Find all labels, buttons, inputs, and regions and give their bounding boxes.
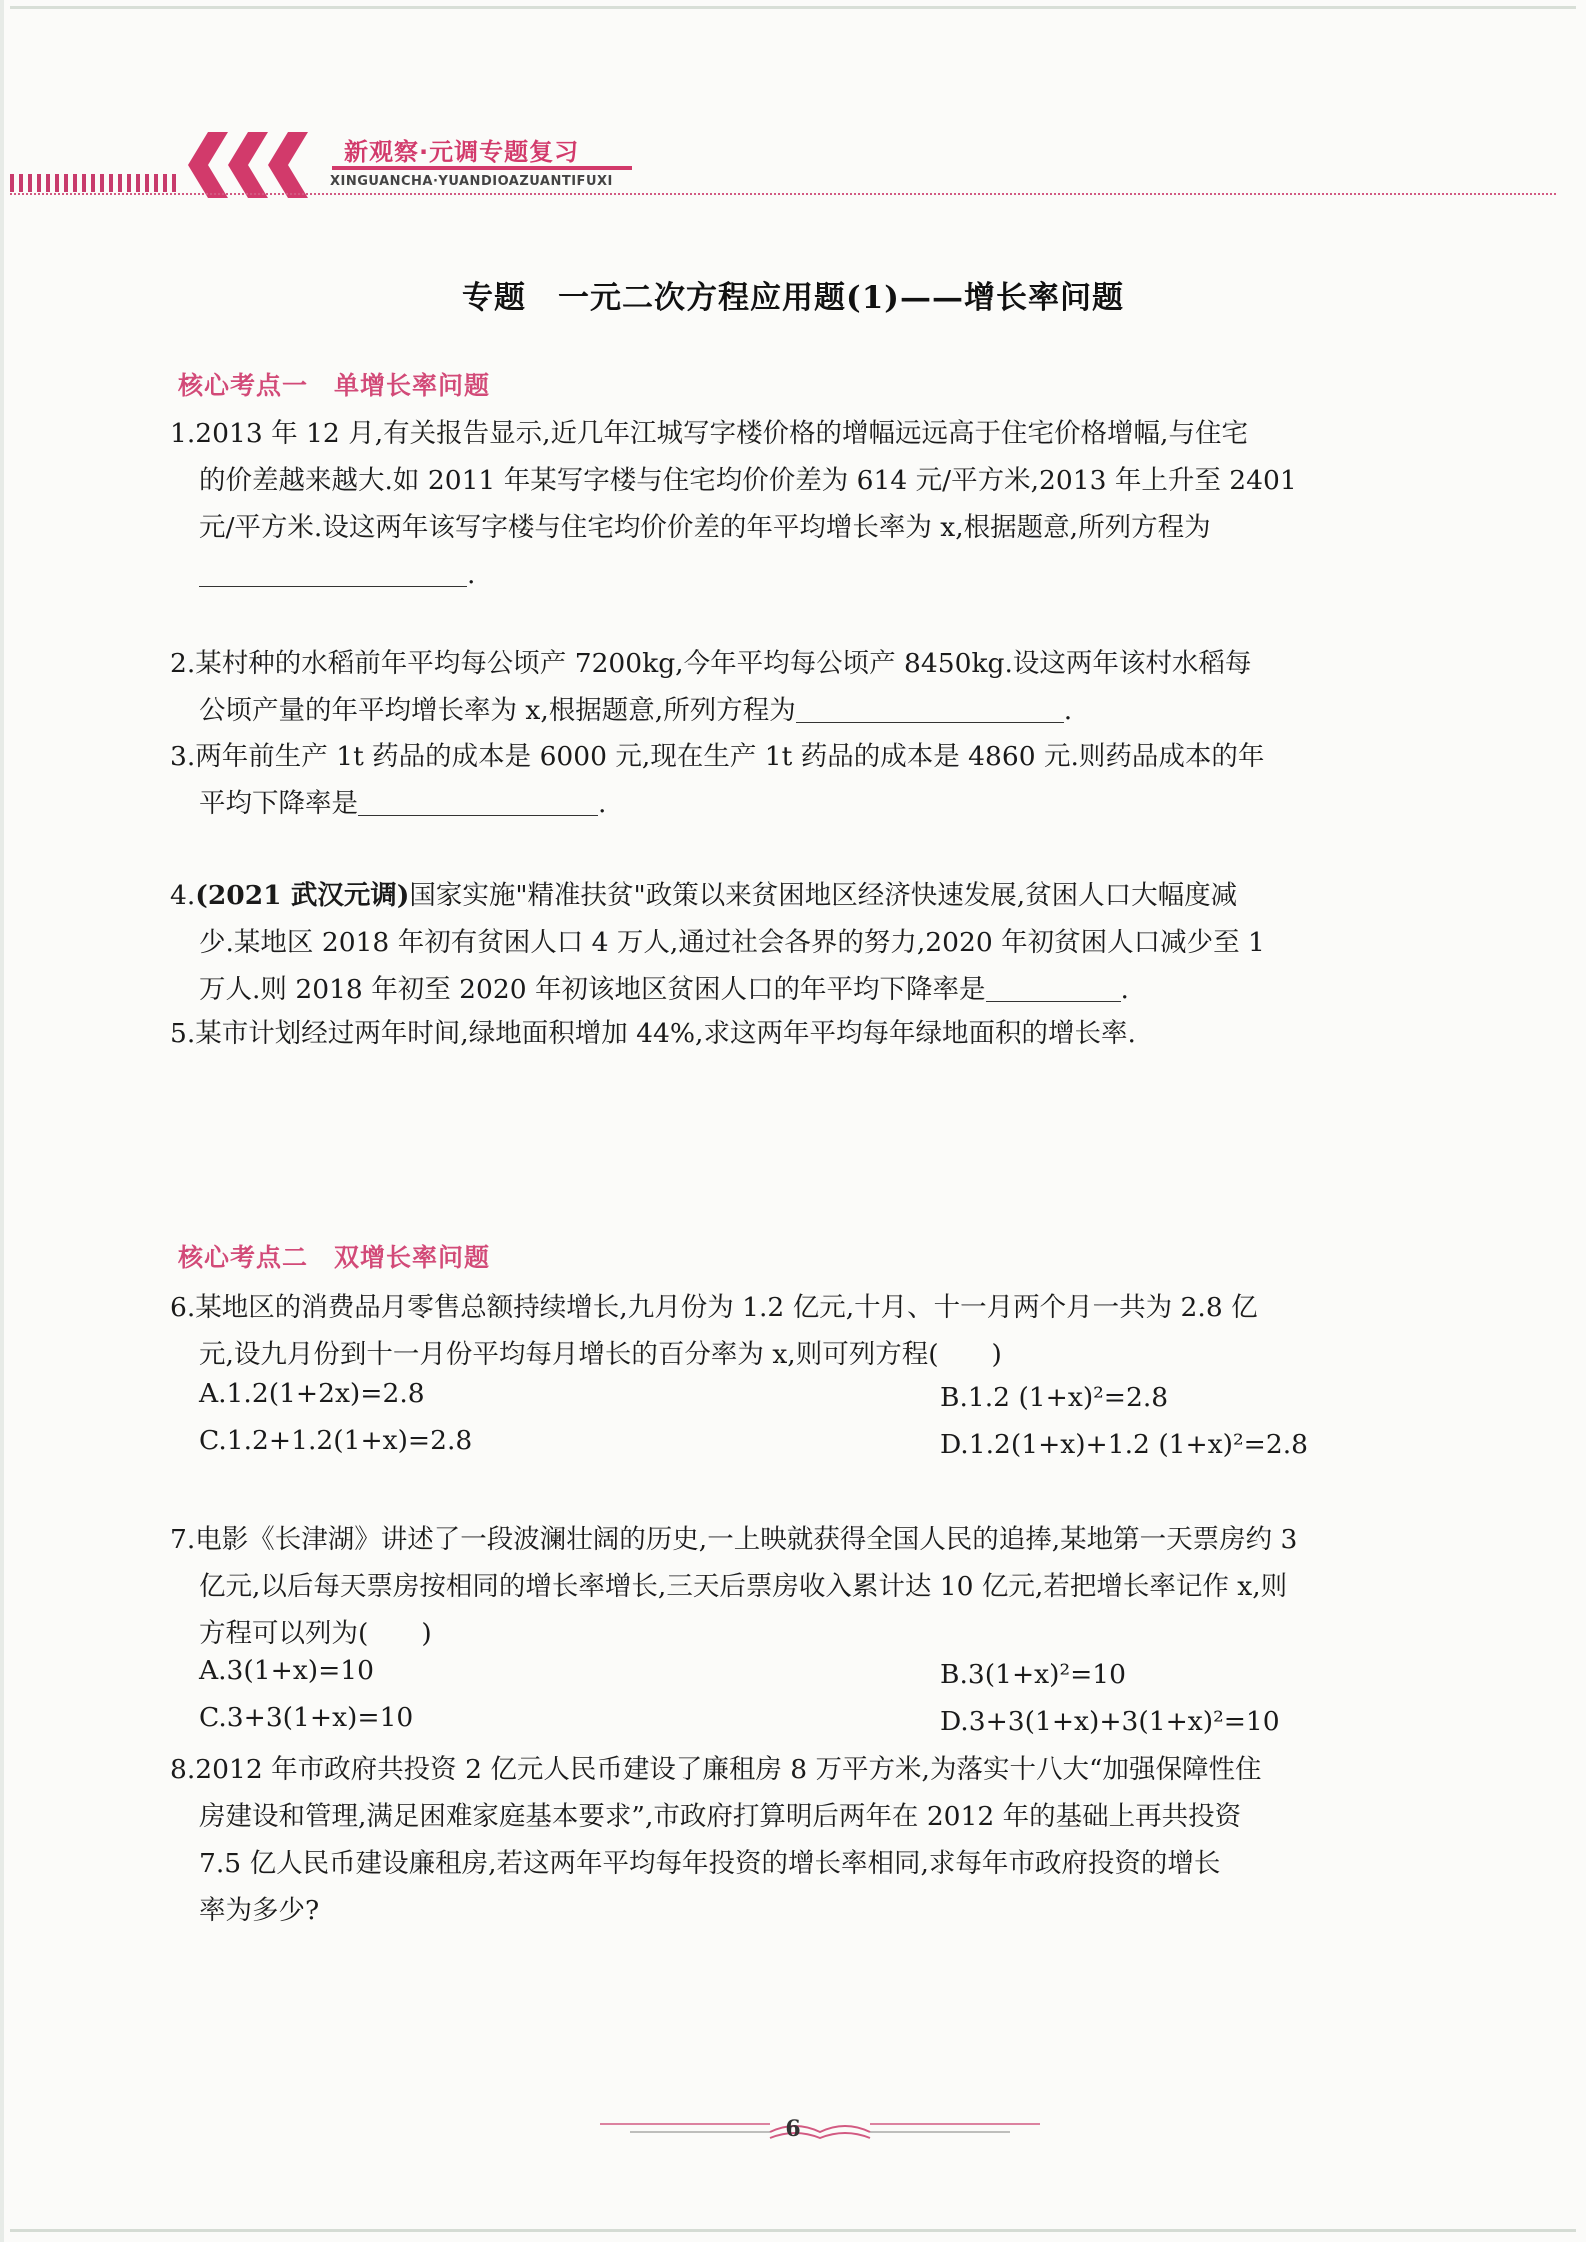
question-text: 1.2013 年 12 月,有关报告显示,近几年江城写字楼价格的增幅远远高于住宅价格增幅,与住宅: [170, 418, 1248, 449]
question-text: 房建设和管理,满足困难家庭基本要求”,市政府打算明后两年在 2012 年的基础上再共投资: [199, 1801, 1242, 1832]
question-text: 平均下降率是 .: [199, 788, 607, 819]
option-d[interactable]: D.3+3(1+x)+3(1+x)²=10: [940, 1706, 1280, 1737]
question-text: 元/平方米.设这两年该写字楼与住宅均价价差的年平均增长率为 x,根据题意,所列方程为: [199, 512, 1211, 543]
question-text: 7.电影《长津湖》讲述了一段波澜壮阔的历史,一上映就获得全国人民的追捧,某地第一天票房约 3: [170, 1524, 1298, 1555]
section-heading-2: 核心考点二 双增长率问题: [178, 1243, 491, 1272]
question-4: [170, 872, 1460, 1013]
option-d[interactable]: D.1.2(1+x)+1.2 (1+x)²=2.8: [940, 1429, 1308, 1460]
question-text: 元,设九月份到十一月份平均每月增长的百分率为 x,则可列方程( ): [199, 1339, 1002, 1370]
question-text: 公顷产量的年平均增长率为 x,根据题意,所列方程为 .: [199, 695, 1073, 726]
brand-underline: [332, 166, 632, 170]
question-text: 2.某村种的水稻前年平均每公顷产 7200kg,今年平均每公顷产 8450kg.设这两年该村水稻每: [170, 648, 1252, 679]
bottom-rule: [10, 2229, 1576, 2232]
question-6: [170, 1284, 1460, 1378]
top-rule: [10, 6, 1576, 9]
question-text: 5.某市计划经过两年时间,绿地面积增加 44%,求这两年平均每年绿地面积的增长率.: [170, 1018, 1136, 1049]
question-5: [170, 1010, 1460, 1057]
page-number: 6: [785, 2116, 801, 2142]
option-b[interactable]: B.1.2 (1+x)²=2.8: [940, 1382, 1169, 1413]
section-heading-1: 核心考点一 单增长率问题: [178, 371, 491, 400]
page-title: 专题 一元二次方程应用题(1)——增长率问题: [462, 280, 1124, 316]
question-text: 方程可以列为( ): [199, 1618, 432, 1649]
option-a[interactable]: A.1.2(1+2x)=2.8: [199, 1378, 425, 1409]
question-1: [170, 410, 1460, 598]
question-text: 率为多少?: [199, 1895, 320, 1926]
option-a[interactable]: A.3(1+x)=10: [199, 1655, 375, 1686]
question-source: (2021 武汉元调): [195, 880, 410, 911]
question-7: [170, 1516, 1460, 1657]
header-hatch-decoration: [10, 174, 180, 192]
question-text: 7.5 亿人民币建设廉租房,若这两年平均每年投资的增长率相同,求每年市政府投资的增长: [199, 1848, 1221, 1879]
answer-blank[interactable]: [986, 977, 1121, 1002]
option-c[interactable]: C.3+3(1+x)=10: [199, 1702, 414, 1733]
question-text: 万人.则 2018 年初至 2020 年初该地区贫困人口的年平均下降率是 .: [199, 974, 1129, 1005]
question-text: 4.(2021 武汉元调)国家实施"精准扶贫"政策以来贫困地区经济快速发展,贫困人口大幅度减: [170, 880, 1238, 911]
question-text: 的价差越来越大.如 2011 年某写字楼与住宅均价价差为 614 元/平方米,2013 年上升至 2401: [199, 465, 1297, 496]
answer-blank[interactable]: [796, 698, 1064, 723]
brand-subtitle: XINGUANCHA·YUANDIOAZUANTIFUXI: [330, 174, 613, 189]
question-text: 8.2012 年市政府共投资 2 亿元人民币建设了廉租房 8 万平方米,为落实十八大“加强保障性住: [170, 1754, 1262, 1785]
header-dotted-rule: [10, 193, 1556, 195]
question-text: 3.两年前生产 1t 药品的成本是 6000 元,现在生产 1t 药品的成本是 4860 元.则药品成本的年: [170, 741, 1265, 772]
answer-blank[interactable]: [199, 562, 467, 587]
page-edge: [0, 0, 4, 2242]
question-text: 亿元,以后每天票房按相同的增长率增长,三天后票房收入累计达 10 亿元,若把增长率记作 x,则: [199, 1571, 1288, 1602]
question-text: 少.某地区 2018 年初有贫困人口 4 万人,通过社会各界的努力,2020 年初贫困人口减少至 1: [199, 927, 1265, 958]
brand-title: 新观察·元调专题复习: [344, 138, 580, 166]
option-b[interactable]: B.3(1+x)²=10: [940, 1659, 1126, 1690]
option-c[interactable]: C.1.2+1.2(1+x)=2.8: [199, 1425, 473, 1456]
question-8: [170, 1746, 1460, 1934]
answer-blank[interactable]: [358, 791, 598, 816]
chevron-logo-icon: [180, 132, 330, 198]
question-3: [170, 733, 1460, 827]
question-text: 6.某地区的消费品月零售总额持续增长,九月份为 1.2 亿元,十月、十一月两个月一共为 2.8 亿: [170, 1292, 1258, 1323]
answer-line: .: [170, 551, 1460, 598]
question-2: [170, 640, 1460, 734]
